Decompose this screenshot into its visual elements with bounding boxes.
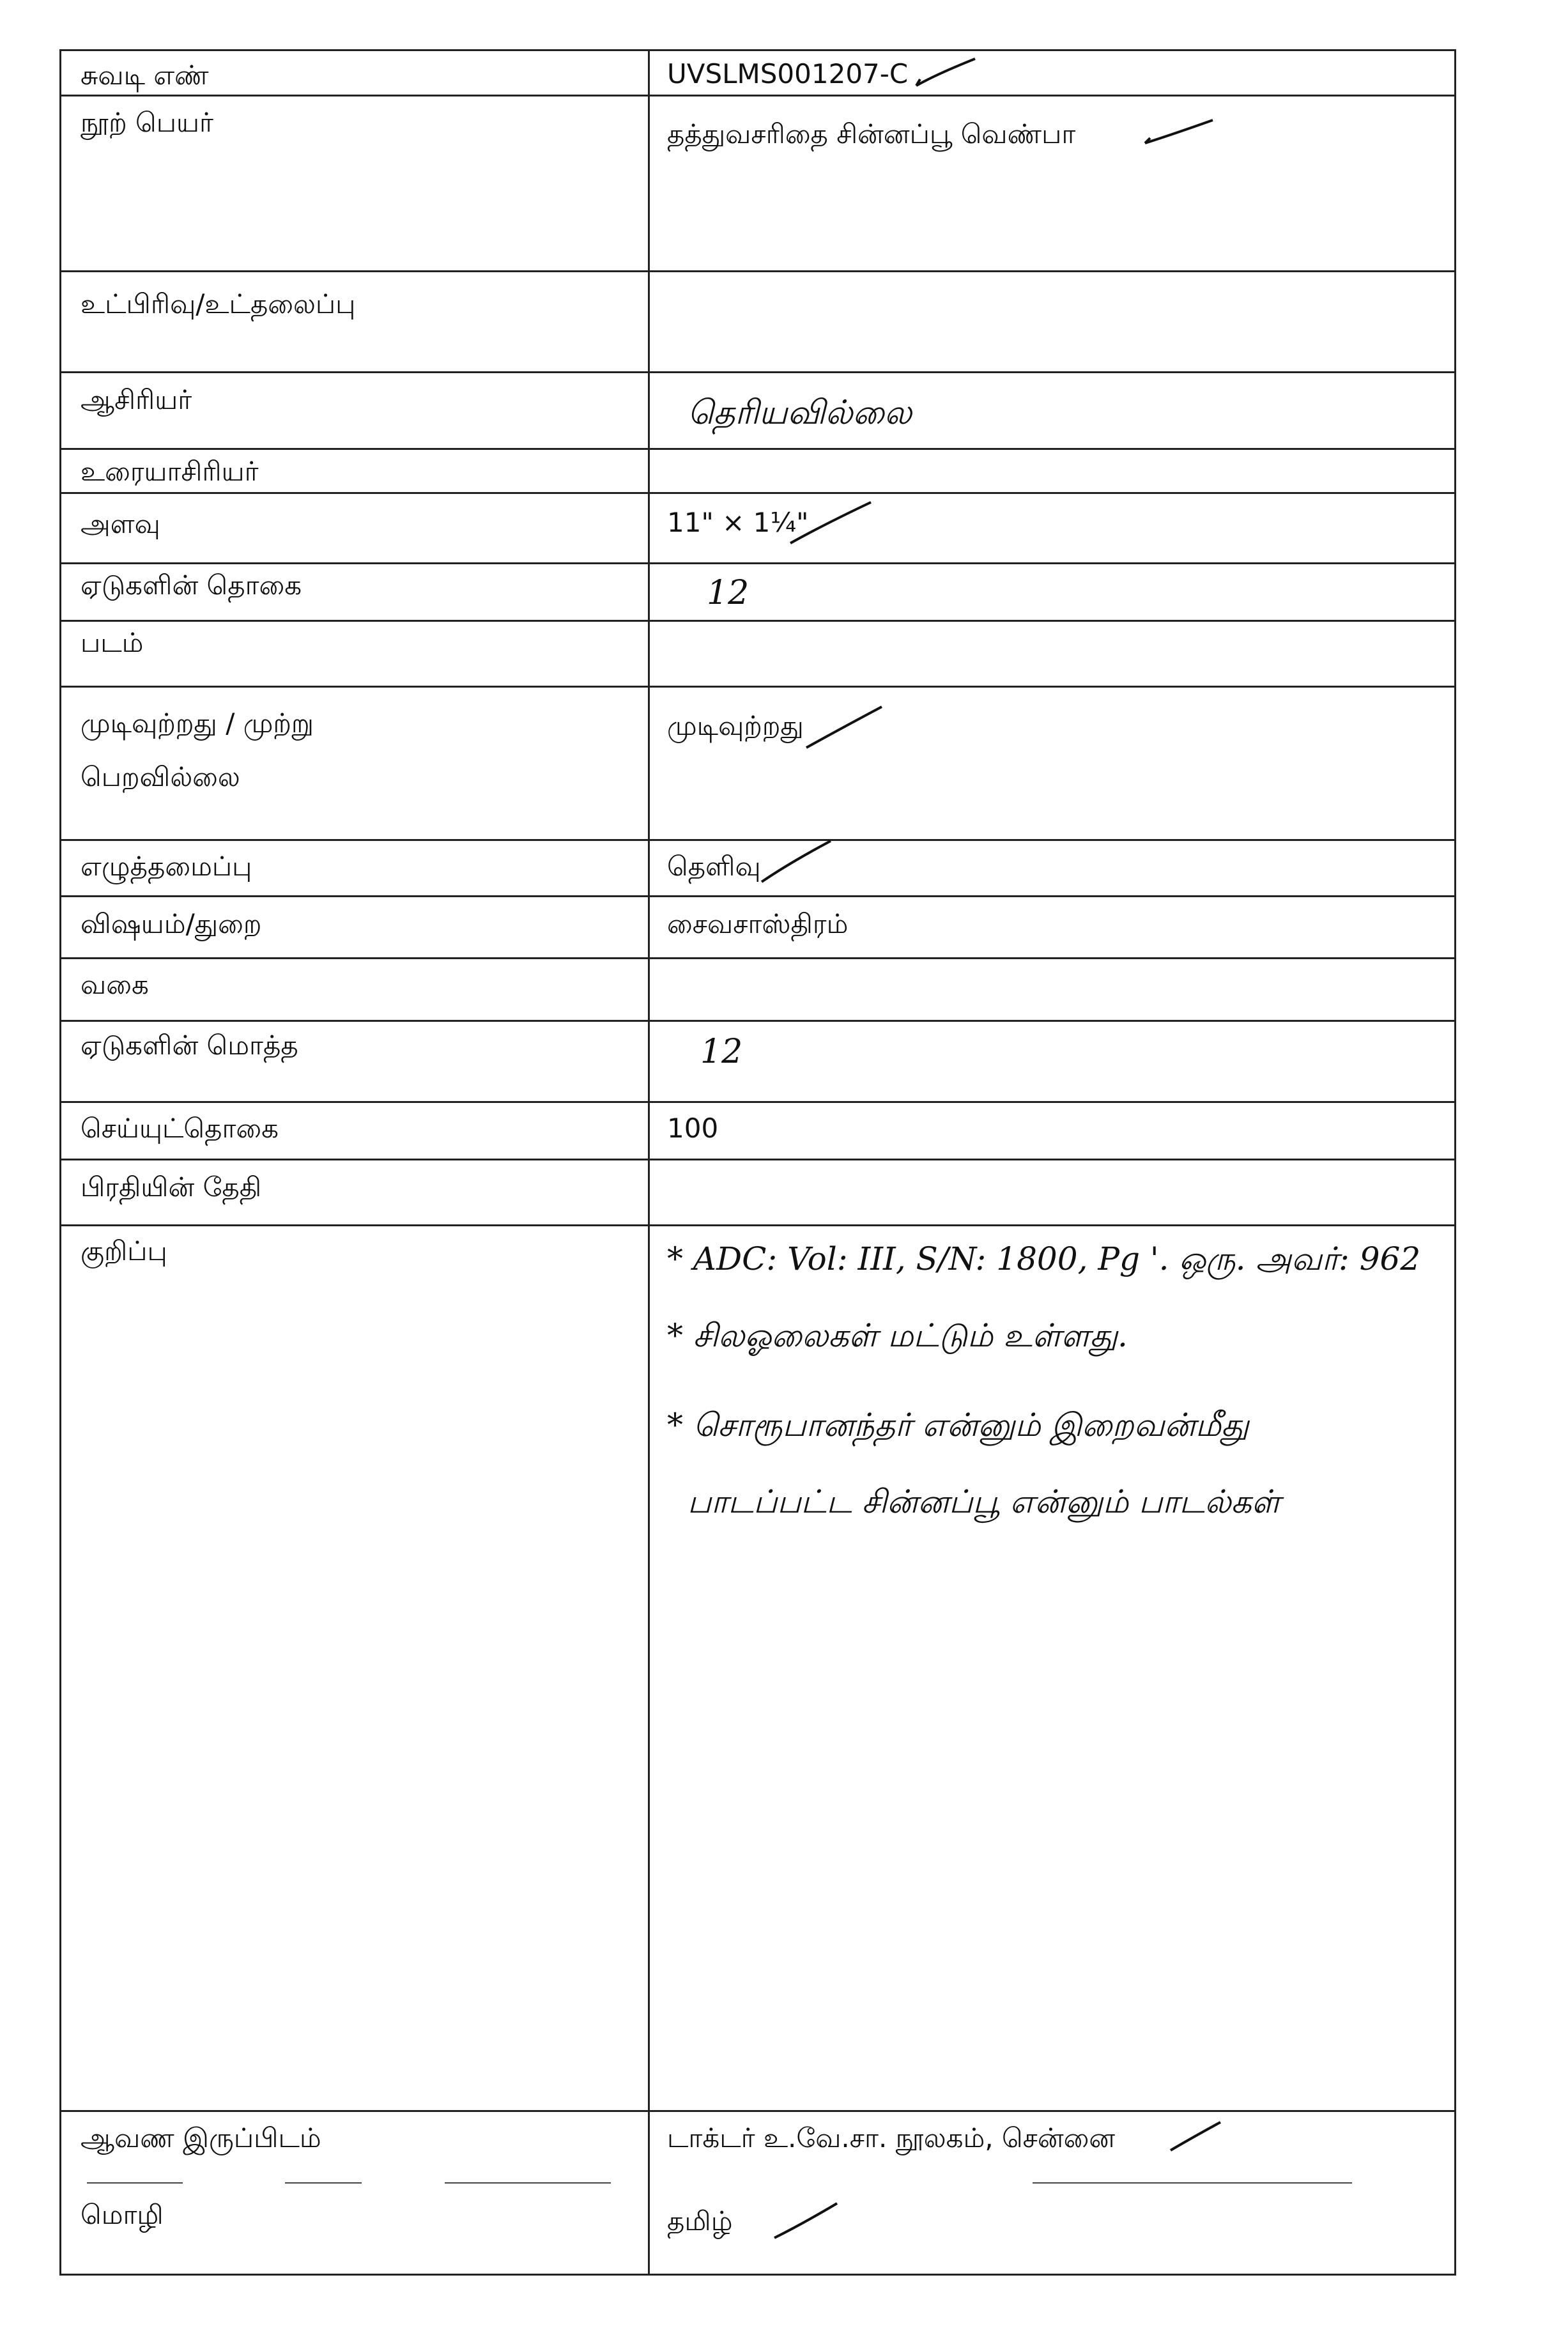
row-divider [61,1159,1454,1160]
label-script: எழுத்தமைப்பு [81,851,252,882]
check-mark-icon [1167,2118,1224,2157]
row-divider [61,492,1454,494]
label-total-leaves: ஏடுகளின் மொத்த [81,1029,298,1061]
label-commentator: உரையாசிரியர் [81,456,259,487]
label-copy-date: பிரதியின் தேதி [81,1171,262,1203]
check-mark-icon [771,2198,841,2243]
label-language: மொழி [81,2199,164,2230]
label-subtitle: உட்பிரிவு/உட்தலைப்பு [81,288,356,320]
label-manuscript-number: சுவடி எண் [81,59,209,91]
label-subject: விஷயம்/துறை [81,908,262,939]
label-verse-count: செய்யுட்தொகை [81,1113,279,1144]
note-line: * சொரூபானந்தர் என்னும் இறைவன்மீது [667,1406,1249,1444]
value-title: தத்துவசரிதை சின்னப்பூ வெண்பா [667,118,1076,150]
value-leaf-count: 12 [707,574,749,612]
scan-artifact [87,2182,183,2184]
check-mark-icon [803,703,886,754]
column-divider [648,51,650,2274]
label-leaf-count: ஏடுகளின் தொகை [81,569,302,601]
row-divider [61,957,1454,959]
label-location: ஆவண இருப்பிடம் [81,2122,321,2154]
value-verse-count: 100 [667,1113,719,1144]
label-picture: படம் [81,627,144,658]
row-divider [61,1101,1454,1103]
row-divider [61,686,1454,688]
row-divider [61,1224,1454,1226]
value-completeness: முடிவுற்றது [667,710,804,741]
value-author: தெரியவில்லை [688,394,912,432]
row-divider [61,2110,1454,2112]
row-divider [61,95,1454,96]
note-line: * சிலஓலைகள் மட்டும் உள்ளது. [667,1317,1128,1354]
row-divider [61,620,1454,622]
row-divider [61,562,1454,564]
value-language: தமிழ் [667,2205,733,2237]
value-subject: சைவசாஸ்திரம் [667,908,849,939]
row-divider [61,895,1454,897]
value-size: 11" × 1¼" [667,507,809,538]
catalog-record-sheet [59,49,1456,2276]
label-completeness: முடிவுற்றது / முற்று பெறவில்லை [81,707,314,792]
scan-artifact [1033,2182,1352,2184]
label-author: ஆசிரியர் [81,384,192,415]
check-mark-icon [1141,115,1218,153]
row-divider [61,1020,1454,1022]
label-notes: குறிப்பு [81,1235,167,1267]
check-mark-icon [911,55,981,93]
row-divider [61,448,1454,450]
row-divider [61,371,1454,373]
label-type: வகை [81,969,149,1000]
note-line: * ADC: Vol: III, S/N: 1800, Pg '. ஒரு. அவர்: 962 [667,1240,1421,1277]
value-script: தெளிவு [667,851,761,882]
value-manuscript-number: UVSLMS001207-C [667,58,909,89]
value-total-leaves: 12 [700,1033,743,1071]
label-size: அளவு [81,508,160,539]
scan-artifact [445,2182,611,2184]
note-line: பாடப்பட்ட சின்னப்பூ என்னும் பாடல்கள் [688,1483,1280,1520]
check-mark-icon [758,837,834,888]
scan-artifact [285,2182,362,2184]
row-divider [61,270,1454,272]
check-mark-icon [787,498,876,550]
value-location: டாக்டர் உ.வே.சா. நூலகம், சென்னை [667,2122,1116,2154]
label-title: நூற் பெயர் [81,107,213,138]
